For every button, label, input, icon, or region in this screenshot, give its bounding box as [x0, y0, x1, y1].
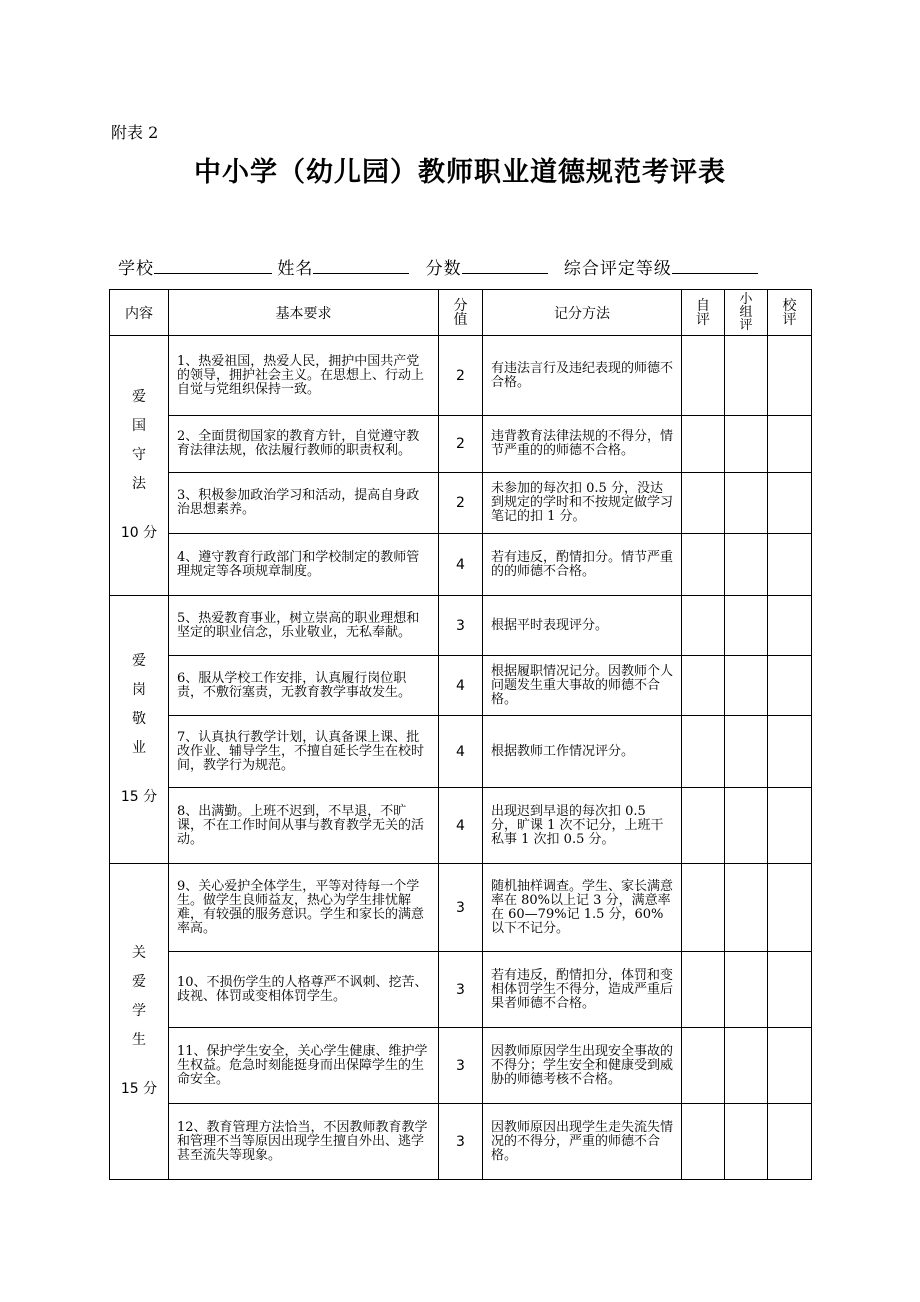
school-eval-cell[interactable]	[768, 1028, 812, 1104]
category-cell: 爱 岗 敬 业 15 分	[110, 596, 169, 864]
score-cell: 4	[439, 656, 483, 716]
school-eval-cell[interactable]	[768, 1104, 812, 1180]
table-row	[110, 656, 812, 716]
school-eval-cell[interactable]	[768, 952, 812, 1028]
info-line	[118, 254, 758, 279]
method-cell: 违背教育法律法规的不得分，情节严重的的师德不合格。	[483, 416, 682, 473]
group-eval-cell[interactable]	[725, 716, 768, 788]
group-eval-cell[interactable]	[725, 416, 768, 473]
score-label: 分数	[425, 259, 462, 279]
requirement-cell: 2、全面贯彻国家的教育方针，自觉遵守教育法律法规，依法履行教师的职责权利。	[169, 416, 439, 473]
header-self: 自 评	[682, 290, 725, 336]
requirement-cell: 8、出满勤。上班不迟到，不早退，不旷课，不在工作时间从事与教育教学无关的活动。	[169, 788, 439, 864]
method-cell: 未参加的每次扣 0.5 分，没达到规定的学时和不按规定做学习笔记的扣 1 分。	[483, 473, 682, 534]
method-cell: 因教师原因学生出现安全事故的不得分；学生安全和健康受到威胁的师德考核不合格。	[483, 1028, 682, 1104]
school-eval-cell[interactable]	[768, 864, 812, 952]
group-eval-cell[interactable]	[725, 952, 768, 1028]
requirement-cell: 11、保护学生安全，关心学生健康、维护学生权益。危急时刻能挺身而出保障学生的生命安全。	[169, 1028, 439, 1104]
score-cell: 2	[439, 336, 483, 416]
method-cell: 随机抽样调查。学生、家长满意率在 80%以上记 3 分，满意率在 60—79%记 1.5 分，60%以下不记分。	[483, 864, 682, 952]
method-cell: 因教师原因出现学生走失流失情况的不得分，严重的师德不合格。	[483, 1104, 682, 1180]
name-blank[interactable]	[313, 256, 409, 274]
group-eval-cell[interactable]	[725, 336, 768, 416]
header-school: 校 评	[768, 290, 812, 336]
header-points: 分 值	[439, 290, 483, 336]
school-eval-cell[interactable]	[768, 416, 812, 473]
table-row	[110, 416, 812, 473]
group-eval-cell[interactable]	[725, 788, 768, 864]
table-row	[110, 473, 812, 534]
self-eval-cell[interactable]	[682, 473, 725, 534]
requirement-cell: 5、热爱教育事业，树立崇高的职业理想和坚定的职业信念，乐业敬业，无私奉献。	[169, 596, 439, 656]
method-cell: 有违法言行及违纪表现的师德不合格。	[483, 336, 682, 416]
method-cell: 若有违反，酌情扣分，体罚和变相体罚学生不得分，造成严重后果者师德不合格。	[483, 952, 682, 1028]
score-blank[interactable]	[462, 256, 548, 274]
requirement-cell: 12、教育管理方法恰当，不因教师教育教学和管理不当等原因出现学生擅自外出、逃学甚至流失等现象。	[169, 1104, 439, 1180]
school-blank[interactable]	[154, 256, 272, 274]
school-eval-cell[interactable]	[768, 534, 812, 596]
table-row	[110, 952, 812, 1028]
method-cell: 若有违反，酌情扣分。情节严重的的师德不合格。	[483, 534, 682, 596]
score-cell: 3	[439, 596, 483, 656]
requirement-cell: 4、遵守教育行政部门和学校制定的教师管理规定等各项规章制度。	[169, 534, 439, 596]
grade-blank[interactable]	[672, 256, 758, 274]
evaluation-table	[109, 289, 812, 1180]
header-group: 小 组 评	[725, 290, 768, 336]
score-cell: 2	[439, 416, 483, 473]
method-cell: 根据教师工作情况评分。	[483, 716, 682, 788]
score-cell: 2	[439, 473, 483, 534]
method-cell: 根据履职情况记分。因教师个人问题发生重大事故的师德不合格。	[483, 656, 682, 716]
self-eval-cell[interactable]	[682, 336, 725, 416]
header-method: 记分方法	[483, 290, 682, 336]
name-label: 姓名	[277, 259, 314, 279]
self-eval-cell[interactable]	[682, 788, 725, 864]
category-cell: 关 爱 学 生 15 分	[110, 864, 169, 1180]
annex-label: 附表 2	[111, 123, 159, 142]
group-eval-cell[interactable]	[725, 1104, 768, 1180]
school-eval-cell[interactable]	[768, 336, 812, 416]
method-cell: 出现迟到早退的每次扣 0.5 分，旷课 1 次不记分，上班干私事 1 次扣 0.5 分。	[483, 788, 682, 864]
group-eval-cell[interactable]	[725, 473, 768, 534]
grade-label: 综合评定等级	[563, 259, 672, 279]
header-content: 内容	[110, 290, 169, 336]
school-eval-cell[interactable]	[768, 473, 812, 534]
method-cell: 根据平时表现评分。	[483, 596, 682, 656]
requirement-cell: 3、积极参加政治学习和活动，提高自身政治思想素养。	[169, 473, 439, 534]
score-cell: 4	[439, 788, 483, 864]
self-eval-cell[interactable]	[682, 1104, 725, 1180]
group-eval-cell[interactable]	[725, 1028, 768, 1104]
group-eval-cell[interactable]	[725, 534, 768, 596]
category-cell: 爱 国 守 法 10 分	[110, 336, 169, 596]
table-row	[110, 534, 812, 596]
table-row	[110, 864, 812, 952]
self-eval-cell[interactable]	[682, 1028, 725, 1104]
self-eval-cell[interactable]	[682, 656, 725, 716]
table-row	[110, 716, 812, 788]
score-cell: 3	[439, 1104, 483, 1180]
self-eval-cell[interactable]	[682, 952, 725, 1028]
table-row	[110, 596, 812, 656]
requirement-cell: 10、不损伤学生的人格尊严不讽刺、挖苦、歧视、体罚或变相体罚学生。	[169, 952, 439, 1028]
group-eval-cell[interactable]	[725, 596, 768, 656]
header-requirements: 基本要求	[169, 290, 439, 336]
self-eval-cell[interactable]	[682, 596, 725, 656]
group-eval-cell[interactable]	[725, 864, 768, 952]
self-eval-cell[interactable]	[682, 864, 725, 952]
school-eval-cell[interactable]	[768, 656, 812, 716]
requirement-cell: 1、热爱祖国，热爱人民，拥护中国共产党的领导，拥护社会主义。在思想上、行动上自觉与党组织保持一致。	[169, 336, 439, 416]
score-cell: 3	[439, 1028, 483, 1104]
requirement-cell: 7、认真执行教学计划，认真备课上课、批改作业、辅导学生，不擅自延长学生在校时间，教学行为规范。	[169, 716, 439, 788]
table-row	[110, 336, 812, 416]
requirement-cell: 6、服从学校工作安排，认真履行岗位职责，不敷衍塞责，无教育教学事故发生。	[169, 656, 439, 716]
page-title: 中小学（幼儿园）教师职业道德规范考评表	[194, 157, 726, 188]
group-eval-cell[interactable]	[725, 656, 768, 716]
table-row	[110, 1104, 812, 1180]
school-label: 学校	[118, 259, 154, 279]
school-eval-cell[interactable]	[768, 716, 812, 788]
score-cell: 3	[439, 952, 483, 1028]
self-eval-cell[interactable]	[682, 716, 725, 788]
self-eval-cell[interactable]	[682, 534, 725, 596]
school-eval-cell[interactable]	[768, 788, 812, 864]
school-eval-cell[interactable]	[768, 596, 812, 656]
self-eval-cell[interactable]	[682, 416, 725, 473]
score-cell: 4	[439, 534, 483, 596]
score-cell: 4	[439, 716, 483, 788]
score-cell: 3	[439, 864, 483, 952]
requirement-cell: 9、关心爱护全体学生，平等对待每一个学生。做学生良师益友，热心为学生排忧解难，有较强的服务意识。学生和家长的满意率高。	[169, 864, 439, 952]
table-row	[110, 788, 812, 864]
table-row	[110, 1028, 812, 1104]
header-row	[110, 290, 812, 336]
